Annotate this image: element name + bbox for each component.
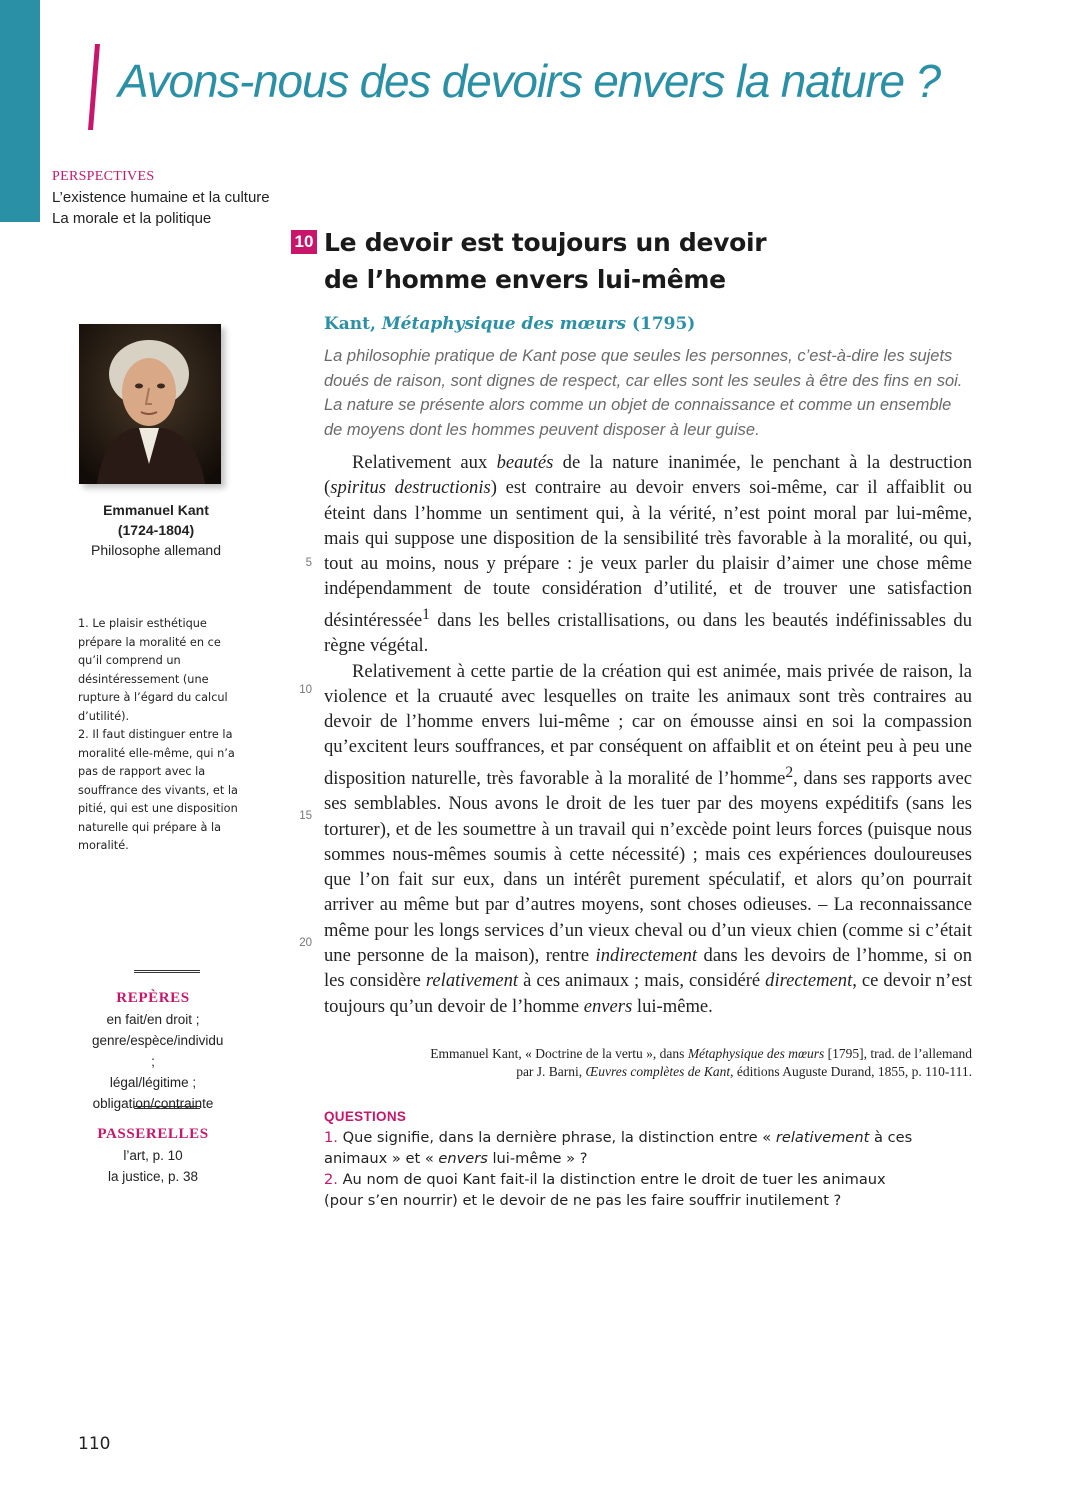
line-number: 5 xyxy=(305,557,312,569)
perspectives-box xyxy=(52,166,270,229)
question-1: 1. Que signifie, dans la dernière phrase, la distinction entre « relativement à ces animaux » et « envers lui-même » ? xyxy=(324,1129,913,1167)
intro-text: La philosophie pratique de Kant pose que seules les personnes, c’est-à-dire les sujets doués de raison, sont dignes de respect, car elles sont les seules à être des fins en soi. La nature se présente alors comme un objet de connaissance et comme un ensemble de moyens dont les hommes peuvent disposer à leur guise. xyxy=(324,347,963,439)
passerelles-box xyxy=(92,1124,214,1187)
source-author: Kant, xyxy=(324,314,382,334)
question-2: 2. Au nom de quoi Kant fait-il la distinction entre le droit de tuer les animaux (pour s’en nourrir) et le devoir de ne pas les faire souffrir inutilement ? xyxy=(324,1171,886,1209)
teal-corner-bar xyxy=(0,0,40,222)
footnote-ref: 2 xyxy=(785,763,794,781)
passerelles-item: la justice, p. 38 xyxy=(107,1169,199,1184)
footnotes xyxy=(78,615,238,856)
paragraph: Relativement à cette partie de la création qui est animée, mais privée de raison, la violence et la cruauté avec lesquelles on traite les animaux sont très contraires au devoir de l’homme envers lui-même ; car on émousse ainsi en soi la compassion qu’excitent leurs souffrances, et par conséquent on affaiblit et on éteint peu à peu une disposition naturelle, très favorable à la moralité de l’homme$^2$, dans ses rapports avec ses semblables. Nous avons le droit de les tuer par des moyens expéditifs (sans les torturer), et de les soumettre à un travail qui n’excède point leurs forces (puisque nous sommes nous-mêmes soumis à cette nécessité) ; mais ces expériences douloureuses que l’on fait sur eux, dans un intérêt purement spéculatif, et alors qu’on pourrait arriver au même but par d’autres moyens, sont choses odieuses. – La reconnaissance même pour les longs services d’un vieux cheval ou d’un vieux chien (comme si c’était une personne de la maison), rentre indirectement dans les devoirs de l’homme, si on les considère relativement à ces animaux ; mais, considéré directement, ce devoir n’est toujours qu’un devoir de l’homme envers lui-même. xyxy=(324,660,973,1017)
author-name: Emmanuel Kant xyxy=(103,502,209,518)
page-number: 110 xyxy=(78,1434,111,1454)
portrait-kant-icon xyxy=(79,324,221,484)
perspectives-title: PERSPECTIVES xyxy=(52,169,155,184)
footnote-ref: 1 xyxy=(422,605,430,623)
questions-title: QUESTIONS xyxy=(324,1109,407,1124)
line-number: 15 xyxy=(299,810,312,822)
passerelles-item: l’art, p. 10 xyxy=(123,1148,183,1163)
reperes-item: obligation/contrainte xyxy=(92,1096,214,1111)
section-title-line: de l’homme envers lui-même xyxy=(324,265,726,294)
source-year: (1795) xyxy=(626,314,696,334)
questions-box xyxy=(324,1106,924,1211)
title-slash-mark xyxy=(88,44,100,130)
author-caption xyxy=(60,500,252,560)
line-number: 20 xyxy=(299,937,312,949)
section-title xyxy=(324,224,984,298)
footnote-2: 2. Il faut distinguer entre la moralité elle-même, qui n’a pas de rapport avec la souffrance des vivants, et la pitié, qui est une disposition naturelle qui prépare à la moralité. xyxy=(78,728,238,852)
reperes-item: en fait/en droit ; xyxy=(106,1012,200,1027)
author-portrait xyxy=(79,324,221,484)
footnote-1: 1. Le plaisir esthétique prépare la moralité en ce qu’il comprend un désintéressement (une rupture à l’égard du calcul d’utilité). xyxy=(78,617,228,723)
source-work: Métaphysique des mœurs xyxy=(381,314,627,334)
perspectives-item: La morale et la politique xyxy=(52,210,212,227)
main-text xyxy=(324,450,972,1019)
author-dates: (1724-1804) xyxy=(117,522,195,538)
reperes-title: REPÈRES xyxy=(116,990,190,1006)
page-title: Avons-nous des devoirs envers la nature ? xyxy=(118,55,940,107)
perspectives-item: L’existence humaine et la culture xyxy=(52,189,270,206)
passerelles-divider xyxy=(134,1106,200,1110)
passerelles-title: PASSERELLES xyxy=(97,1126,209,1142)
reperes-item: légal/légitime ; xyxy=(109,1075,197,1090)
reperes-divider xyxy=(134,970,200,974)
citation: Emmanuel Kant, « Doctrine de la vertu », dans Métaphysique des mœurs [1795], trad. de l’allemand par J. Barni, Œuvres complètes de Kant, éditions Auguste Durand, 1855, p. 110-111. xyxy=(430,1046,972,1079)
reperes-box xyxy=(92,988,224,1114)
paragraph: Relativement aux beautés de la nature inanimée, le penchant à la destruction (spiritus destructionis) est contraire au devoir envers soi-même, car il affaiblit ou éteint dans l’homme un sentiment qui, à la vérité, n’est point moral par lui-même, mais qui suppose une disposition de la sensibilité très favorable à la moralité, ou qui, tout au moins, nous y prépare : je veux parler du plaisir d’aimer une chose même indépendamment de toute considération d’utilité, et de trouver une satisfaction désintéressée$^1$ dans les belles cristallisations, ou dans les beautés indéfinissables du règne végétal. xyxy=(324,452,972,657)
line-number: 10 xyxy=(299,684,312,696)
author-role: Philosophe allemand xyxy=(91,542,221,558)
reperes-item: genre/espèce/individu ; xyxy=(92,1033,224,1069)
source-reference xyxy=(324,314,695,334)
section-title-line: Le devoir est toujours un devoir xyxy=(324,228,767,257)
section-number-badge: 10 xyxy=(291,230,317,254)
